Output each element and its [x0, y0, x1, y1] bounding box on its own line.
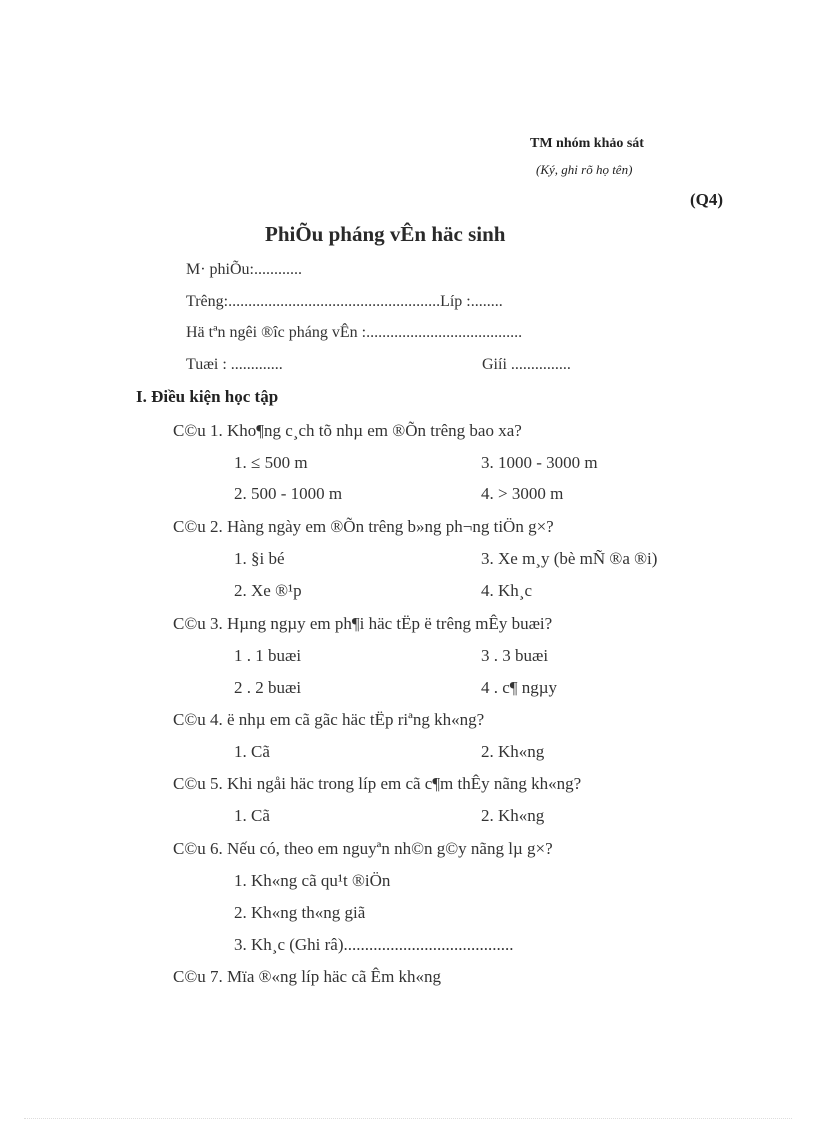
signature-note: (Ký, ghi rõ họ tên) — [536, 162, 633, 177]
form-no-field: M· phiÕu:............ — [186, 261, 302, 278]
q1-option-1: 1. ≤ 500 m — [234, 453, 308, 472]
section-title: I. Điều kiện học tập — [136, 387, 279, 406]
q2-option-3: 3. Xe m¸y (bè mÑ ®a ®i) — [481, 549, 658, 568]
q3-option-1: 1 . 1 buæi — [234, 646, 302, 665]
q3-option-4: 4 . c¶ ngµy — [481, 678, 558, 697]
page-bottom-divider — [24, 1118, 792, 1119]
gender-field: Giíi ............... — [482, 356, 571, 373]
q5-option-2: 2. Kh«ng — [481, 806, 545, 825]
q5-option-1: 1. Cã — [234, 806, 270, 825]
question-4: C©u 4. ë nhµ em cã gãc häc tËp riªng kh«ng? — [173, 710, 485, 729]
q1-option-3: 3. 1000 - 3000 m — [481, 453, 598, 472]
q4-option-2: 2. Kh«ng — [481, 742, 545, 761]
q2-option-1: 1. §i bé — [234, 549, 285, 568]
form-title: PhiÕu pháng vÊn häc sinh — [265, 222, 506, 246]
signature-title: TM nhóm khảo sát — [530, 136, 644, 151]
question-6: C©u 6. Nếu có, theo em nguyªn nh©n g©y nãng lµ g×? — [173, 839, 553, 858]
interviewer-field: Hä tªn ngêi ®îc pháng vÊn :....................................... — [186, 324, 523, 341]
age-field: Tuæi : ............. — [186, 356, 283, 373]
q1-option-2: 2. 500 - 1000 m — [234, 484, 343, 503]
question-1: C©u 1. Kho¶ng c¸ch tõ nhµ em ®Õn trêng bao xa? — [173, 421, 522, 440]
q2-option-4: 4. Kh¸c — [481, 581, 532, 600]
form-code: (Q4) — [690, 190, 724, 209]
question-2: C©u 2. Hàng ngày em ®Õn trêng b»ng ph¬ng tiÖn g×? — [173, 517, 554, 536]
q2-option-2: 2. Xe ®¹p — [234, 581, 302, 600]
q3-option-3: 3 . 3 buæi — [481, 646, 549, 665]
q6-option-2: 2. Kh«ng th«ng giã — [234, 903, 366, 922]
question-7: C©u 7. Mïa ®«ng líp häc cã Êm kh«ng — [173, 967, 442, 986]
q6-option-1: 1. Kh«ng cã qu¹t ®iÖn — [234, 871, 391, 890]
school-class-field: Trêng:.....................................................Líp :........ — [186, 293, 503, 310]
q3-option-2: 2 . 2 buæi — [234, 678, 302, 697]
q4-option-1: 1. Cã — [234, 742, 270, 761]
question-5: C©u 5. Khi ngåi häc trong líp em cã c¶m thÊy nãng kh«ng? — [173, 774, 582, 793]
question-3: C©u 3. Hµng ngµy em ph¶i häc tËp ë trêng mÊy buæi? — [173, 614, 553, 633]
q6-option-3: 3. Kh¸c (Ghi râ)........................................ — [234, 935, 514, 954]
q1-option-4: 4. > 3000 m — [481, 484, 564, 503]
